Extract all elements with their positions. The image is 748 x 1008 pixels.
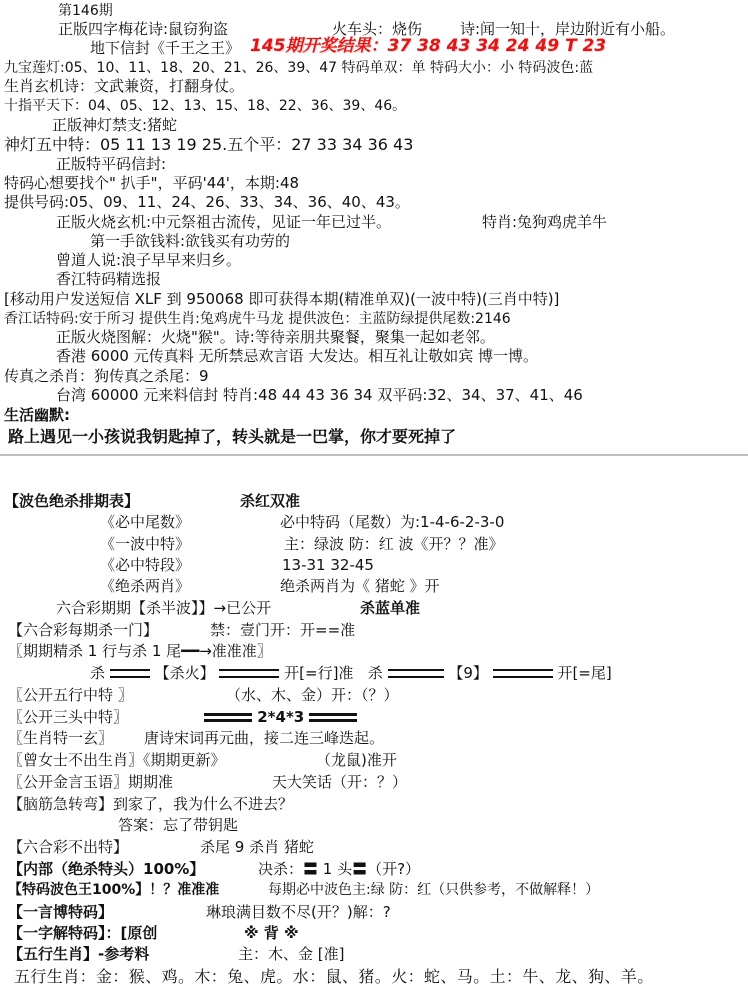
zeng-daoren-line: 曾道人说:浪子早早来归乡。 — [56, 251, 242, 269]
open-tail-value: 开[=尾] — [557, 664, 612, 682]
golden-words-value: 天大笑话（开：？） — [272, 773, 408, 791]
no-special-label: 【六合彩不出特】 — [8, 838, 129, 856]
must-tail-value: 必中特码（尾数）为:1-4-6-2-3-0 — [280, 513, 505, 531]
kill-fire-tag: 【杀火】 — [154, 664, 215, 682]
zodiac-mystery-value: 唐诗宋词再元曲，接二连三峰迭起。 — [144, 729, 385, 747]
one-char-label: 【一字解特码】：[原创 — [8, 924, 158, 942]
section-divider — [0, 454, 748, 456]
underground-envelope: 地下信封《千王之王》 — [90, 39, 241, 57]
five-elements-zodiac-main: 主：木、金 [准] — [238, 945, 345, 963]
fire-mystery-line: 正版火烧玄机:中元祭祖古流传，见证一年已过半。 — [56, 213, 392, 231]
kill-fire-row — [90, 664, 612, 682]
one-word-bet-value: 琳琅满目数不尽(开？)解：? — [206, 903, 391, 921]
fire-diagram-line: 正版火烧图解：火烧"猴"。诗:等待亲朋共聚餐，聚集一起如老邻。 — [56, 328, 495, 346]
humor-label: 生活幽默: — [4, 406, 70, 424]
one-char-value: ※ 背 ※ — [244, 924, 299, 942]
poem-title: 正版四字梅花诗:鼠窃狗盗 — [58, 20, 229, 38]
one-wave-value: 主：绿波 防：红 波《开？？准》 — [284, 535, 504, 553]
three-heads-value — [204, 708, 357, 726]
internal-kill-value: 决杀：〓 1 头〓（开?） — [258, 860, 421, 878]
ten-fingers-line: 十指平天下：04、05、12、13、15、18、22、36、39、46。 — [4, 98, 407, 114]
ms-zeng-value: （龙鼠)准开 — [316, 751, 397, 769]
issue-number: 第146期 — [58, 3, 113, 19]
lamp-five-line: 神灯五中特：05 11 13 19 25.五个平：27 33 34 36 43 — [4, 135, 414, 154]
xiangjiang-title: 香江特码精选报 — [56, 270, 162, 288]
must-segment-label: 《必中特段》 — [100, 556, 191, 574]
double-line-divider — [219, 669, 279, 678]
internal-kill-label: 【内部（绝杀特头）100%】 — [8, 860, 205, 878]
one-wave-label: 《一波中特》 — [100, 535, 191, 553]
special-envelope-title: 正版特平码信封: — [56, 155, 167, 173]
color-kill-title: 【波色绝杀排期表】 — [4, 492, 140, 510]
zodiac-mystery-label: 〖生肖特一玄〗 — [8, 729, 114, 747]
bar-decoration — [204, 713, 252, 722]
lotus-lamp-line: 九宝莲灯:05、10、11、18、20、21、26、39、47 特码单双：单 特码大小：小 特码波色:蓝 — [4, 60, 594, 76]
kill-nine-tag: 【9】 — [448, 664, 488, 682]
one-word-bet-label: 【一言博特码】 — [8, 903, 114, 921]
golden-words-label: 〖公开金言玉语〗期期准 — [8, 773, 174, 791]
humor-joke: 路上遇见一小孩说我钥匙掉了，转头就是一巴掌，你才要死掉了 — [8, 427, 457, 446]
kill-red-pair: 杀红双准 — [240, 492, 301, 510]
kill-two-zodiac-label: 《绝杀两肖》 — [100, 577, 191, 595]
provided-numbers-line: 提供号码:05、09、11、24、26、33、34、36、40、43。 — [4, 193, 410, 211]
kill-word: 杀 — [90, 664, 106, 682]
five-elements-value: （水、木、金）开：（？） — [226, 686, 399, 704]
taiwan-envelope-line: 台湾 60000 元来料信封 特肖:48 44 43 36 34 双平码:32、34、37、41、46 — [56, 386, 583, 404]
three-heads-numbers: 2*4*3 — [257, 708, 305, 726]
poem-line: 诗:闻一知十，岸边附近有小船。 — [460, 20, 676, 38]
first-hand-line: 第一手欲钱料:欲钱买有功劳的 — [90, 232, 291, 250]
xiangjiang-special-line: 香江话特码:安于所习 提供生肖:兔鸡虎牛马龙 提供波色：主蓝防绿提供尾数:2146 — [4, 311, 511, 327]
double-line-divider — [110, 669, 150, 678]
kill-row-tail-label: 〖期期精杀 1 行与杀 1 尾━━→准准准〗 — [8, 642, 272, 660]
three-heads-label: 〖公开三头中特〗 — [8, 708, 129, 726]
open-row-value: 开[=行]准 — [284, 664, 354, 682]
kill-word: 杀 — [367, 664, 383, 682]
bar-decoration — [309, 713, 357, 722]
sms-promo-line: [移动用户发送短信 XLF 到 950068 即可获得本期(精准单双)(一波中特)(三肖中特)] — [4, 290, 560, 308]
wave-king-value: 每期必中波色主:绿 防：红（只供参考，不做解释！） — [268, 882, 600, 898]
special-zodiac-line: 特肖:兔狗鸡虎羊牛 — [482, 213, 608, 231]
result-banner: 145期开奖结果：37 38 43 34 24 49 T 23 — [250, 36, 607, 56]
zodiac-mystery-poem: 生肖玄机诗：文武兼资，打翻身仗。 — [4, 77, 245, 95]
must-tail-label: 《必中尾数》 — [100, 513, 191, 531]
kill-one-door-value: 禁：壹门开：开==准 — [210, 621, 356, 639]
train-head: 火车头：烧伤 — [332, 20, 423, 38]
five-elements-zodiac-label: 【五行生肖】-参考料 — [8, 945, 150, 963]
five-elements-zodiac-list: 五行生肖：金：猴、鸡。木：兔、虎。水：鼠、猪。火：蛇、马。土：牛、龙、狗、羊。 — [14, 967, 654, 986]
double-line-divider — [493, 669, 553, 678]
fax-kill-line: 传真之杀肖：狗传真之杀尾：9 — [4, 367, 209, 385]
pickpocket-line: 特码心想要找个" 扒手"，平码'44'，本期:48 — [4, 174, 300, 192]
brain-teaser: 【脑筋急转弯】到家了，我为什么不进去？ — [8, 795, 294, 813]
kill-blue-single: 杀蓝单准 — [360, 599, 421, 617]
ms-zeng-label: 〖曾女士不出生肖〗《期期更新》 — [8, 751, 226, 769]
brain-teaser-answer: 答案：忘了带钥匙 — [118, 816, 239, 834]
kill-one-door-label: 【六合彩每期杀一门】 — [8, 621, 159, 639]
must-segment-value: 13-31 32-45 — [282, 556, 374, 574]
wave-king-label: 【特码波色王100%】！？准准准 — [8, 882, 220, 898]
double-line-divider — [388, 669, 444, 678]
half-wave-label: 六合彩期期【杀半波】】→已公开 — [56, 599, 272, 617]
lamp-forbidden-line: 正版神灯禁支:猪蛇 — [52, 116, 178, 134]
hongkong-fax-line: 香港 6000 元传真料 无所禁忌欢言语 大发达。相互礼让敬如宾 博一博。 — [56, 347, 539, 365]
five-elements-label: 〖公开五行中特 〗 — [8, 686, 133, 704]
kill-two-zodiac-value: 绝杀两肖为《 猪蛇 》开 — [280, 577, 440, 595]
no-special-value: 杀尾 9 杀肖 猪蛇 — [200, 838, 314, 856]
